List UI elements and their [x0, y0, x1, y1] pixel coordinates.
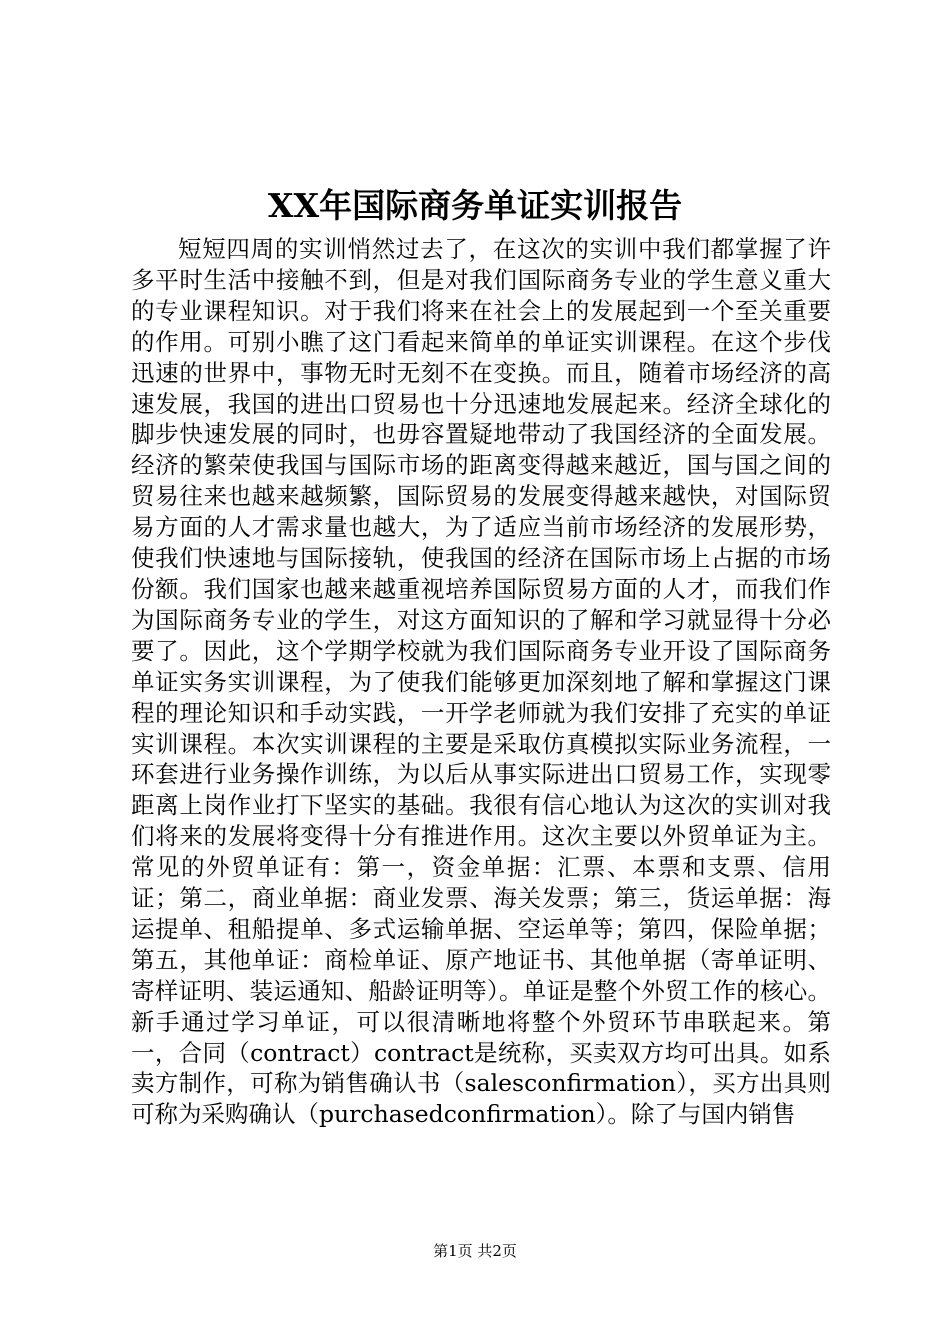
document-body-paragraph: 短短四周的实训悄然过去了，在这次的实训中我们都掌握了许多平时生活中接触不到，但是对我们国际商务专业的学生意义重大的专业课程知识。对于我们将来在社会上的发展起到一个至关重要的作用。可别小瞧了这门看起来简单的单证实训课程。在这个步伐迅速的世界中，事物无时无刻不在变换。而且，随着市场经济的高速发展，我国的进出口贸易也十分迅速地发展起来。经济全球化的脚步快速发展的同时，也毋容置疑地带动了我国经济的全面发展。经济的繁荣使我国与国际市场的距离变得越来越近，国与国之间的贸易往来也越来越频繁，国际贸易的发展变得越来越快，对国际贸易方面的人才需求量也越大，为了适应当前市场经济的发展形势，使我们快速地与国际接轨，使我国的经济在国际市场上占据的市场份额。我们国家也越来越重视培养国际贸易方面的人才，而我们作为国际商务专业的学生，对这方面知识的了解和学习就显得十分必要了。因此，这个学期学校就为我们国际商务专业开设了国际商务单证实务实训课程，为了使我们能够更加深刻地了解和掌握这门课程的理论知识和手动实践，一开学老师就为我们安排了充实的单证实训课程。本次实训课程的主要是采取仿真模拟实际业务流程，一环套进行业务操作训练，为以后从事实际进出口贸易工作，实现零距离上岗作业打下坚实的基础。我很有信心地认为这次的实训对我们将来的发展将变得十分有推进作用。这次主要以外贸单证为主。常见的外贸单证有：第一，资金单据：汇票、本票和支票、信用证；第二，商业单据：商业发票、海关发票；第三，货运单据：海运提单、租船提单、多式运输单据、空运单等；第四，保险单据；第五，其他单证：商检单证、原产地证书、其他单据（寄单证明、寄样证明、装运通知、船龄证明等）。单证是整个外贸工作的核心。新手通过学习单证，可以很清晰地将整个外贸环节串联起来。第一，合同（contract）contract是统称，买卖双方均可出具。如系卖方制作，可称为销售确认书（salesconfirmation），买方出具则可称为采购确认（purchasedconfirmation）。除了与国内销售	[131, 235, 831, 1129]
document-title: XX年国际商务单证实训报告	[267, 186, 683, 225]
page-footer: 第1页 共2页	[433, 1242, 517, 1260]
